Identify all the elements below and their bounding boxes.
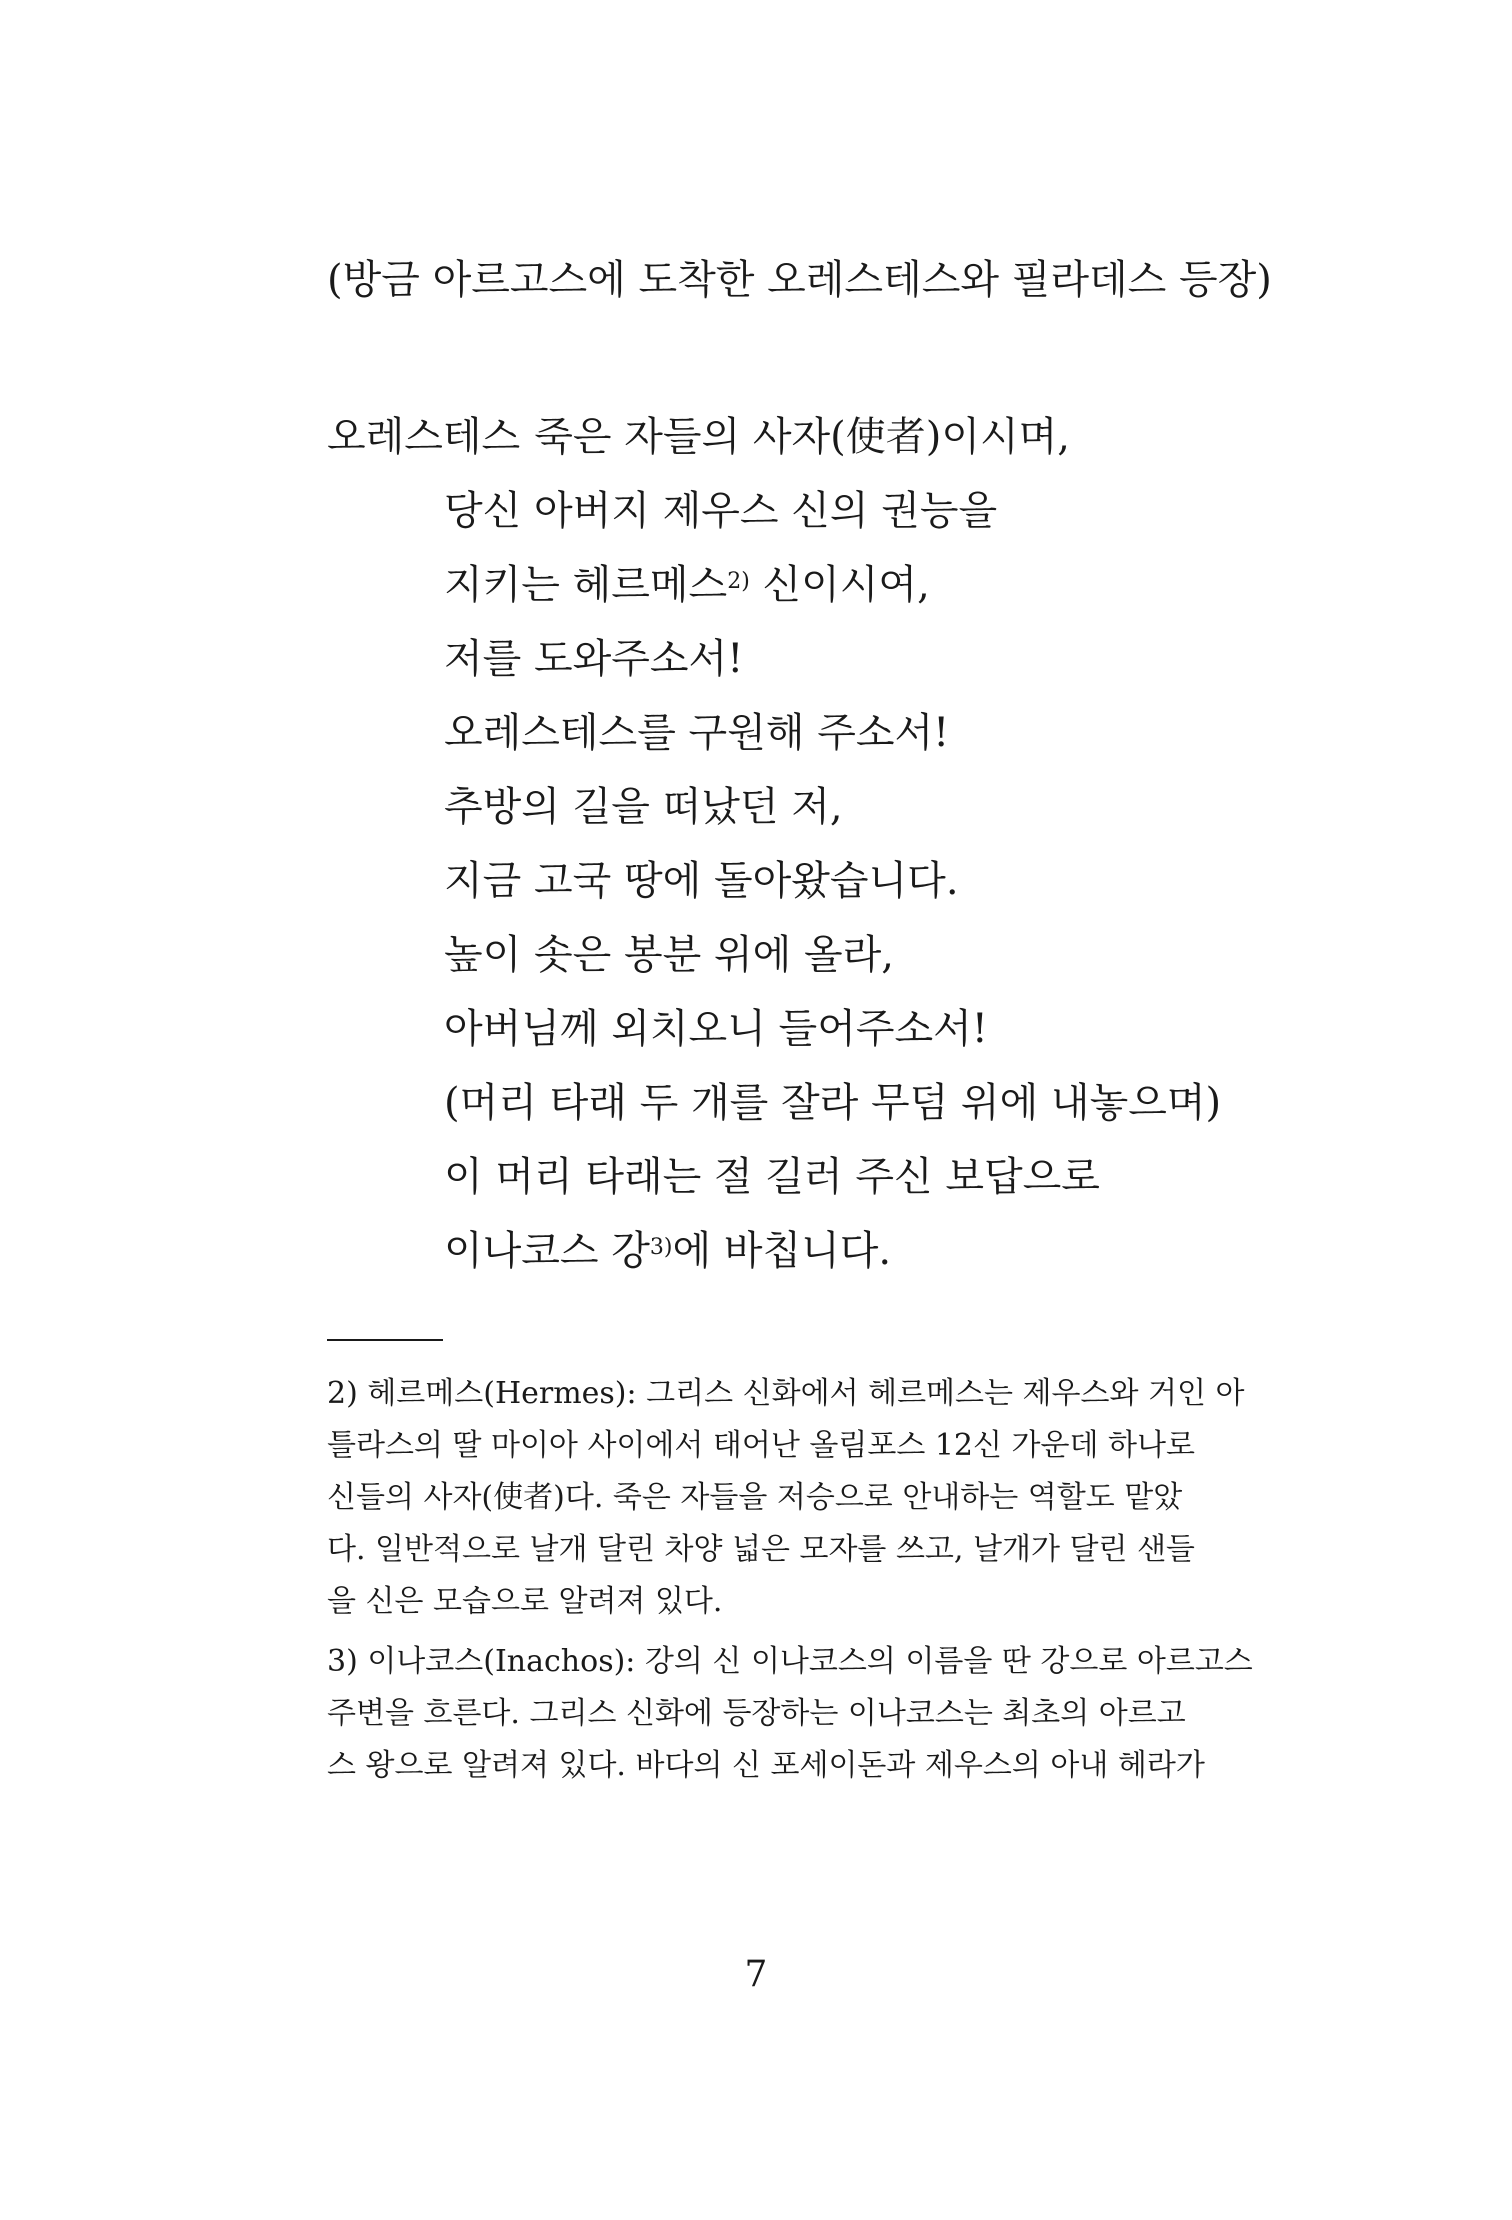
speech-line-text: 추방의 길을 떠났던 저,	[444, 784, 843, 830]
speech-line	[327, 548, 1221, 622]
footnote-reference[interactable]: 3)	[649, 1235, 673, 1260]
speech-line-text: 이나코스 강	[444, 1228, 650, 1274]
speech-line-text: 오레스테스를 구원해 주소서!	[444, 710, 950, 756]
speech-line	[327, 1140, 1221, 1214]
speech-line	[327, 400, 1221, 474]
speech-line	[327, 1214, 1221, 1288]
stage-direction: (방금 아르고스에 도착한 오레스테스와 필라데스 등장)	[327, 257, 1272, 303]
speech-line	[327, 992, 1221, 1066]
speech-block	[327, 400, 1221, 1288]
speech-line-text: 아버님께 외치오니 들어주소서!	[444, 1006, 988, 1052]
speech-line	[327, 844, 1221, 918]
footnote-line: 을 신은 모습으로 알려져 있다.	[327, 1584, 723, 1619]
speech-line	[327, 1066, 1221, 1140]
speech-line-text-after: 에 바칩니다.	[672, 1228, 892, 1274]
speech-line	[327, 696, 1221, 770]
speech-line-text: 이 머리 타래는 절 길러 주신 보답으로	[444, 1154, 1100, 1200]
footnote-reference[interactable]: 2)	[727, 569, 750, 594]
footnote-line: 2) 헤르메스(Hermes): 그리스 신화에서 헤르메스는 제우스와 거인 아	[327, 1376, 1245, 1411]
speech-line	[327, 770, 1221, 844]
footnote-line: 다. 일반적으로 날개 달린 차양 넓은 모자를 쓰고, 날개가 달린 샌들	[327, 1532, 1195, 1567]
speech-line-text-after: 신이시여,	[749, 562, 930, 608]
footnote-line: 틀라스의 딸 마이아 사이에서 태어난 올림포스 12신 가운데 하나로	[327, 1428, 1195, 1463]
footnote-2	[327, 1368, 1332, 1628]
speech-line-text: 높이 솟은 봉분 위에 올라,	[444, 932, 894, 978]
speech-line-text: 죽은 자들의 사자(使者)이시며,	[534, 414, 1070, 460]
footnote-line: 3) 이나코스(Inachos): 강의 신 이나코스의 이름을 딴 강으로 아르고스	[327, 1644, 1253, 1679]
speech-line	[327, 918, 1221, 992]
footnote-divider	[327, 1339, 443, 1341]
speech-line	[327, 622, 1221, 696]
speech-line-text: 당신 아버지 제우스 신의 권능을	[444, 488, 998, 534]
speech-line-text: 지키는 헤르메스	[444, 562, 728, 608]
footnote-3	[327, 1636, 1332, 1792]
footnote-line: 주변을 흐른다. 그리스 신화에 등장하는 이나코스는 최초의 아르고	[327, 1696, 1186, 1731]
speech-line-text: 저를 도와주소서!	[444, 636, 744, 682]
footnote-line: 스 왕으로 알려져 있다. 바다의 신 포세이돈과 제우스의 아내 헤라가	[327, 1748, 1205, 1783]
speech-line-text: (머리 타래 두 개를 잘라 무덤 위에 내놓으며)	[444, 1080, 1222, 1126]
footnote-line: 신들의 사자(使者)다. 죽은 자들을 저승으로 안내하는 역할도 맡았	[327, 1480, 1183, 1515]
speech-line-text: 지금 고국 땅에 돌아왔습니다.	[444, 858, 959, 904]
page-number: 7	[744, 1954, 768, 1995]
speech-line	[327, 474, 1221, 548]
footnotes	[327, 1368, 1332, 1800]
speaker-name: 오레스테스	[327, 414, 521, 460]
